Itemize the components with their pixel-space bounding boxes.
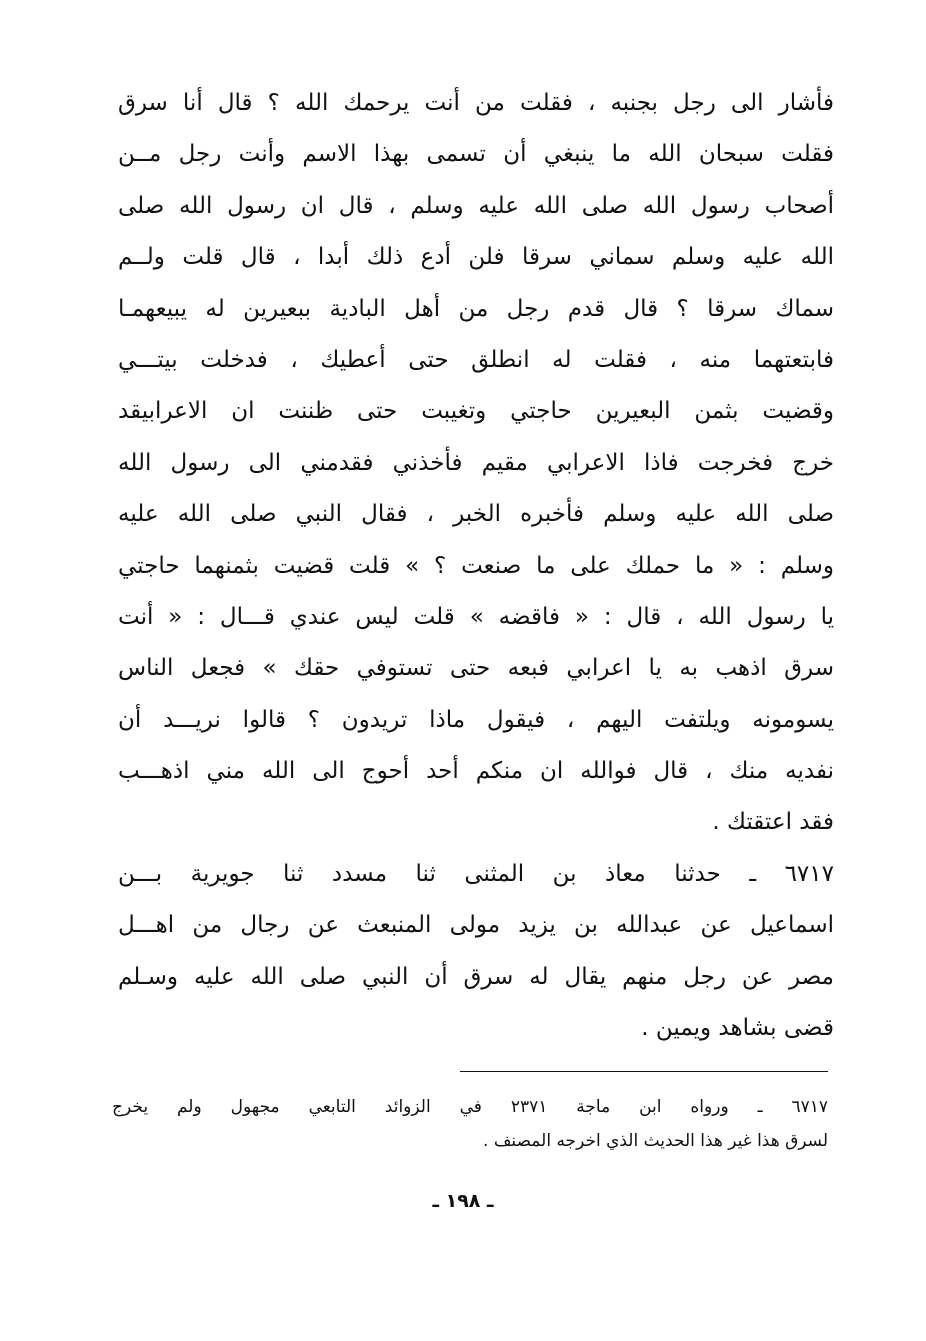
- text-line: أصحاب رسول الله صلى الله عليه وسلم ، قال ان رسول الله صلى: [118, 192, 834, 219]
- paragraph-hadith-6717: [118, 849, 834, 1055]
- text-line: الله عليه وسلم سماني سرقا فلن أدع ذلك أبدا ، قال قلت ولــم: [118, 244, 834, 271]
- text-line: سماك سرقا ؟ قال قدم رجل من أهل البادية ببعيرين له يبيعهمـا: [118, 295, 834, 322]
- text-line: فأشار الى رجل بجنبه ، فقلت من أنت يرحمك الله ؟ قال أنا سرق: [118, 90, 834, 116]
- text-line: خرج فخرجت فاذا الاعرابي مقيم فأخذني فقدمني الى رسول الله: [118, 449, 834, 476]
- text-line: يا رسول الله ، قال : « فاقضه » قلت ليس عندي قـــال : « أنت: [118, 603, 834, 630]
- footnote-divider: [460, 1071, 828, 1072]
- text-line: يسومونه ويلتفت اليهم ، فيقول ماذا تريدون ؟ قالوا نريـــد أن: [118, 706, 834, 733]
- text-line: نفديه منك ، قال فوالله ان منكم أحد أحوج الى الله مني اذهـــب: [118, 758, 834, 785]
- footnote-line: لسرق هذا غير هذا الحديث الذي اخرجه المصنف .: [483, 1131, 828, 1151]
- text-line: سرق اذهب به يا اعرابي فبعه حتى تستوفي حقك » فجعل الناس: [118, 655, 834, 682]
- main-text: [118, 78, 834, 1054]
- text-line: قضى بشاهد ويمين .: [641, 1015, 834, 1042]
- text-line: فقد اعتقتك .: [712, 809, 834, 836]
- text-line: صلى الله عليه وسلم فأخبره الخبر ، فقال النبي صلى الله عليه: [118, 501, 834, 528]
- text-line: وسلم : « ما حملك على ما صنعت ؟ » قلت قضيت بثمنهما حاجتي: [118, 552, 834, 579]
- footnote: [112, 1090, 828, 1158]
- page-number: ـ ١٩٨ ـ: [432, 1190, 494, 1212]
- text-line: اسماعيل عن عبدالله بن يزيد مولى المنبعث عن رجال من اهـــل: [118, 912, 834, 939]
- text-line: فابتعتهما منه ، فقلت له انطلق حتى أعطيك ، فدخلت بيتـــي: [118, 346, 834, 373]
- paragraph-narration: [118, 78, 834, 849]
- text-line: فقلت سبحان الله ما ينبغي أن تسمى بهذا الاسم وأنت رجل مــن: [118, 141, 834, 168]
- text-line: مصر عن رجل منهم يقال له سرق أن النبي صلى الله عليه وسـلم: [118, 963, 834, 990]
- text-line: ٦٧١٧ ـ حدثنا معاذ بن المثنى ثنا مسدد ثنا جويرية بـــن: [118, 860, 834, 887]
- text-line: وقضيت بثمن البعيرين حاجتي وتغيبت حتى ظننت ان الاعرابيقد: [118, 398, 834, 425]
- footnote-line: ٦٧١٧ ـ ورواه ابن ماجة ٢٣٧١ في الزوائد التابعي مجهول ولم يخرج: [112, 1097, 828, 1117]
